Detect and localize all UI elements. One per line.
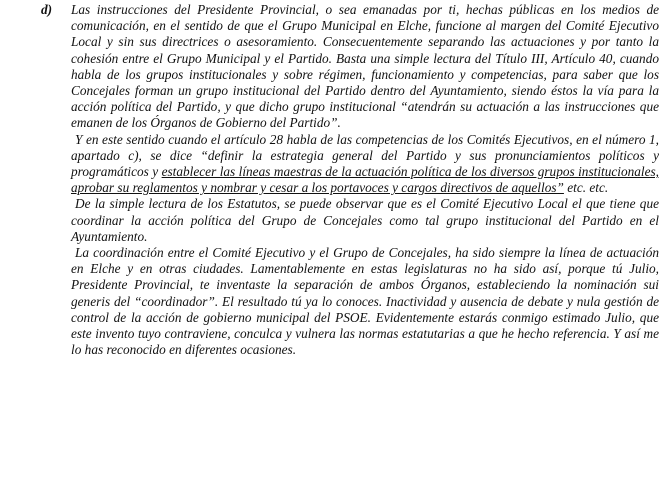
- paragraph-article-28-tail: etc. etc.: [563, 180, 609, 196]
- item-body: [71, 2, 659, 358]
- paragraph-instructions: Las instrucciones del Presidente Provincial, o sea emanadas por ti, hechas públicas en los medios de comunicación, en el sentido de que el Grupo Municipal en Elche, funcione al margen del Comité Ejecutivo Local y sin sus directrices o asesoramiento. Consecuentemente separando las actuaciones y por tanto la cohesión entre el Grupo Municipal y el Partido. Basta una simple lectura del Título III, Artículo 40, cuando habla de los grupos institucionales y sobre régimen, funcionamiento y competencias, para saber que los Concejales forman un grupo institucional del Partido dentro del Ayuntamiento, siendo éstos la vía para la acción política del Partido, y que dicho grupo institucional “atendrán su actuación a las instrucciones que emanen de los Órganos de Gobierno del Partido”.: [71, 2, 659, 131]
- paragraph-article-28-lead: Y en este sentido cuando el artículo 28 habla de las competencias de los Comités Ejecutivos, en el número 1, apartado c), se dice “definir la estrategia general del Partido y sus pronunciamientos políticos y programáticos y: [71, 131, 659, 180]
- list-marker: d): [41, 2, 53, 17]
- paragraph-statutes: De la simple lectura de los Estatutos, se puede observar que es el Comité Ejecutivo Local el que tiene que coordinar la acción política del Grupo de Concejales como tal grupo institucional del Partido en el Ayuntamiento.: [71, 196, 659, 244]
- paragraph-article-28: [71, 132, 659, 197]
- paragraph-coordination: La coordinación entre el Comité Ejecutivo y el Grupo de Concejales, ha sido siempre la línea de actuación en Elche y en otras ciudades. Lamentablemente en estas legislaturas no ha sido así, porque tú Julio, Presidente Provincial, te inventaste la separación de ambos Órganos, estableciendo la nominación sui generis del “coordinador”. El resultado tú ya lo conoces. Inactividad y ausencia de debate y nula gestión de control de la acción de gobierno municipal del PSOE. Evidentemente estarás conmigo estimado Julio, que este invento tuyo contraviene, conculca y vulnera las normas estatutarias a que he hecho referencia. Y así me lo has reconocido en diferentes ocasiones.: [71, 245, 659, 358]
- underlined-quote: establecer las líneas maestras de la actuación política de los diversos grupos institucionales, aprobar su reglamentos y nombrar y cesar a los portavoces y cargos directivos de aquellos”: [71, 164, 659, 196]
